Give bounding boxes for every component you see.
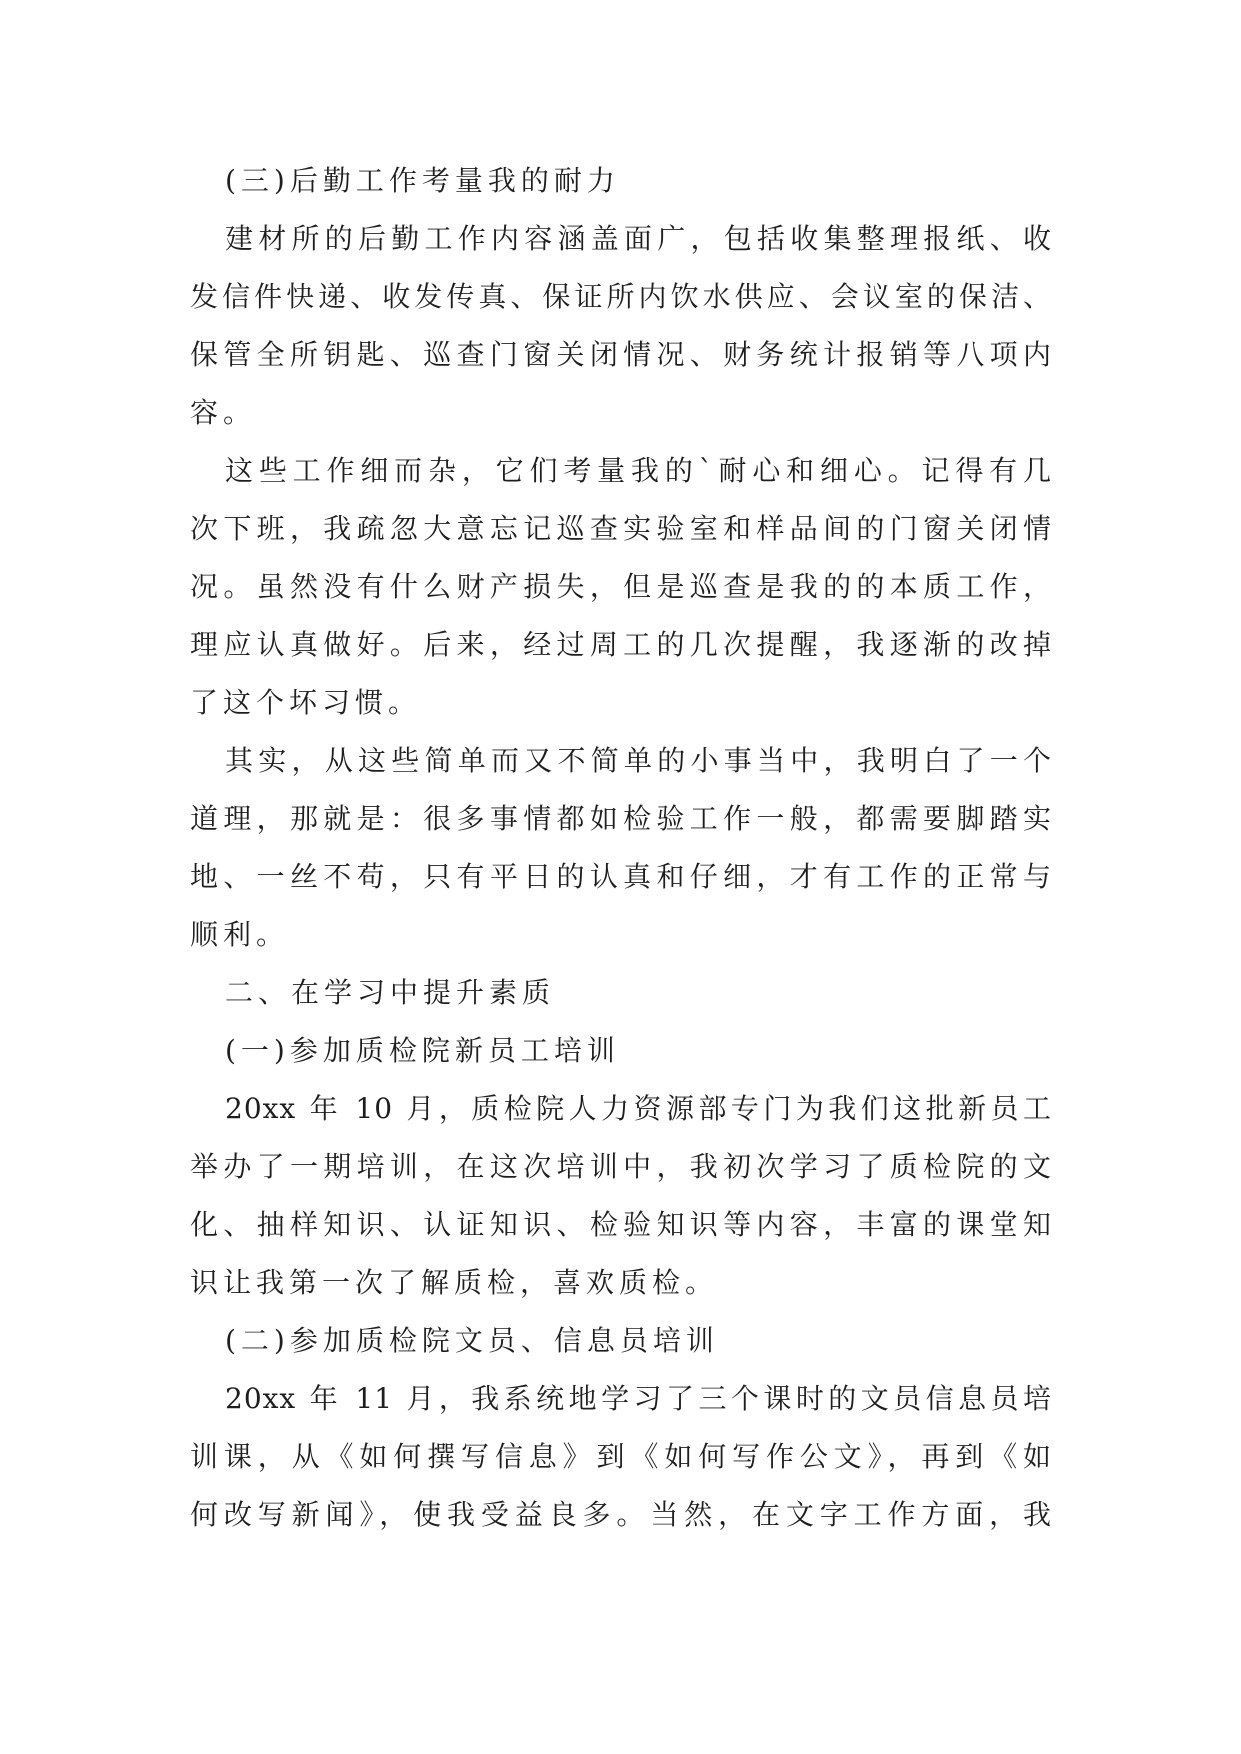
paragraph-line: 20xx 年 10 月，质检院人力资源部专门为我们这批新员工	[225, 1092, 1052, 1125]
section-heading	[190, 1312, 1052, 1370]
paragraph-line: 了这个坏习惯。	[190, 686, 422, 719]
paragraph-line: 建材所的后勤工作内容涵盖面广，包括收集整理报纸、收	[225, 222, 1052, 255]
paragraph-line: 顺利。	[190, 918, 290, 951]
paragraph-line: 化、抽样知识、认证知识、检验知识等内容，丰富的课堂知	[190, 1208, 1052, 1241]
paragraph	[190, 442, 1052, 732]
paragraph-line: 发信件快递、收发传真、保证所内饮水供应、会议室的保洁、	[190, 280, 1052, 313]
paragraph-line: 其实，从这些简单而又不简单的小事当中，我明白了一个	[225, 744, 1052, 777]
paragraph-line: 训课，从《如何撰写信息》到《如何写作公文》，再到《如	[190, 1440, 1052, 1473]
paragraph-line: 道理，那就是：很多事情都如检验工作一般，都需要脚踏实	[190, 802, 1052, 835]
heading-line: (三)后勤工作考量我的耐力	[225, 164, 620, 197]
heading-line: (二)参加质检院文员、信息员培训	[225, 1324, 719, 1357]
section-heading	[190, 152, 1052, 210]
body-text	[190, 152, 1052, 1544]
section-heading	[190, 1022, 1052, 1080]
paragraph-line: 况。虽然没有什么财产损失，但是巡查是我的的本质工作，	[190, 570, 1052, 603]
heading-line: 二、在学习中提升素质	[225, 976, 556, 1009]
paragraph-line: 何改写新闻》，使我受益良多。当然，在文字工作方面，我	[190, 1498, 1052, 1531]
paragraph-line: 20xx 年 11 月，我系统地学习了三个课时的文员信息员培	[225, 1382, 1052, 1415]
paragraph-line: 这些工作细而杂，它们考量我的`耐心和细心。记得有几	[225, 454, 1052, 487]
paragraph	[190, 1370, 1052, 1544]
paragraph-line: 容。	[190, 396, 257, 429]
paragraph	[190, 732, 1052, 964]
section-heading	[190, 964, 1052, 1022]
paragraph-line: 保管全所钥匙、巡查门窗关闭情况、财务统计报销等八项内	[190, 338, 1052, 371]
heading-line: (一)参加质检院新员工培训	[225, 1034, 620, 1067]
paragraph-line: 地、一丝不苟，只有平日的认真和仔细，才有工作的正常与	[190, 860, 1052, 893]
paragraph-line: 举办了一期培训，在这次培训中，我初次学习了质检院的文	[190, 1150, 1052, 1183]
paragraph-line: 识让我第一次了解质检，喜欢质检。	[190, 1266, 719, 1299]
paragraph-line: 理应认真做好。后来，经过周工的几次提醒，我逐渐的改掉	[190, 628, 1052, 661]
paragraph-line: 次下班，我疏忽大意忘记巡查实验室和样品间的门窗关闭情	[190, 512, 1052, 545]
paragraph	[190, 1080, 1052, 1312]
paragraph	[190, 210, 1052, 442]
